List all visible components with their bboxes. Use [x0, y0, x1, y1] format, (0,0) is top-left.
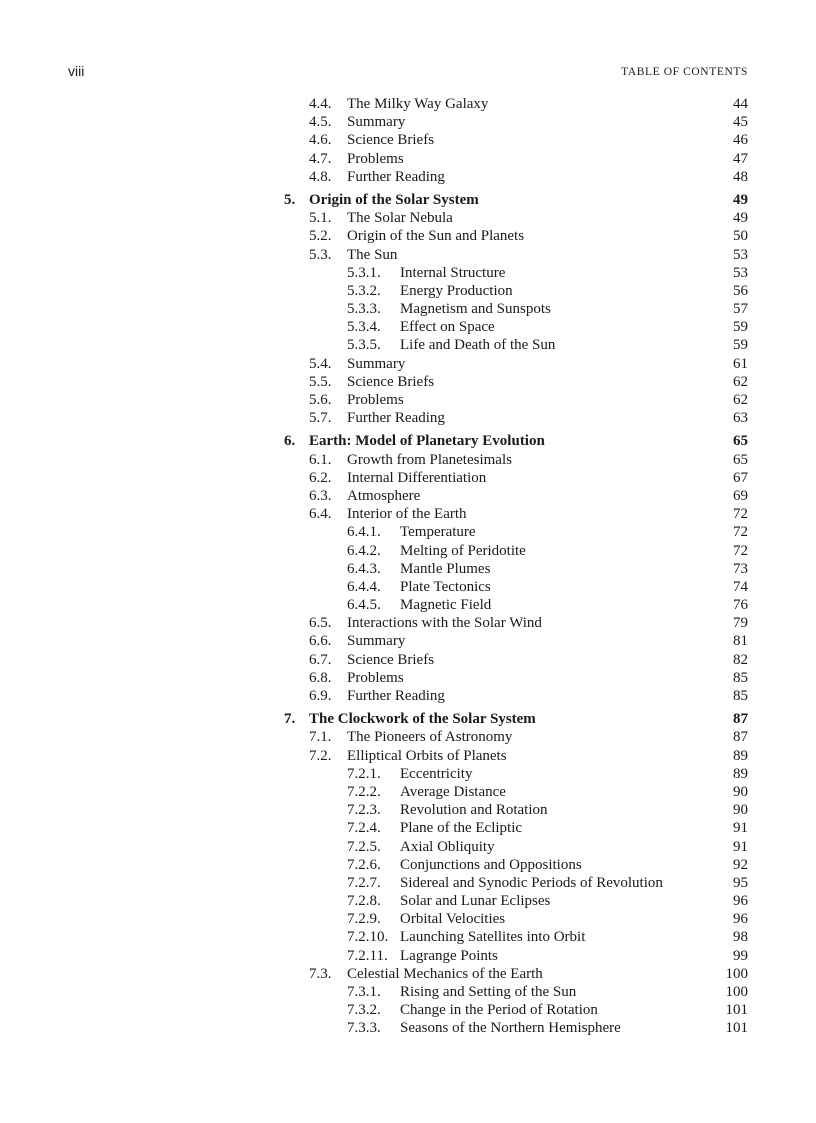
toc-entry-page: 67: [733, 469, 748, 486]
toc-subsection-entry: [0, 784, 816, 802]
toc-entry-page: 45: [733, 114, 748, 131]
toc-entry-title: Effect on Space: [400, 319, 495, 336]
toc-subsection-entry: [0, 597, 816, 615]
toc-subsection-entry: [0, 911, 816, 929]
toc-entry-number: 5.7.: [309, 410, 332, 427]
toc-entry-number: 6.7.: [309, 651, 332, 668]
toc-entry-page: 100: [725, 984, 748, 1000]
toc-entry-number: 7.3.: [309, 965, 332, 982]
toc-entry-number: 6.4.5.: [347, 597, 381, 614]
toc-entry-page: 81: [733, 633, 748, 650]
toc-entry-title: Problems: [347, 669, 404, 686]
toc-entry-page: 49: [733, 191, 748, 208]
toc-entry-page: 100: [725, 965, 748, 982]
toc-entry-number: 7.2.4.: [347, 820, 381, 837]
toc-entry-page: 87: [733, 729, 748, 746]
toc-section-entry: [0, 132, 816, 150]
toc-entry-title: Science Briefs: [347, 132, 435, 149]
toc-entry-title: Lagrange Points: [400, 947, 498, 964]
toc-entry-title: Energy Production: [400, 282, 513, 299]
toc-entry-page: 92: [733, 856, 748, 873]
toc-entry-number: 5.3.3.: [347, 301, 381, 318]
toc-entry-page: 96: [733, 911, 748, 928]
toc-subsection-entry: [0, 929, 816, 947]
toc-entry-number: 7.2.1.: [347, 765, 381, 782]
toc-chapter-entry: [0, 433, 816, 451]
toc-entry-title: Conjunctions and Oppositions: [400, 856, 582, 873]
toc-entry-page: 96: [733, 893, 748, 910]
toc-section-entry: [0, 488, 816, 506]
toc-entry-title: Interactions with the Solar Wind: [347, 615, 542, 632]
toc-subsection-entry: [0, 984, 816, 1002]
toc-entry-number: 5.3.4.: [347, 319, 381, 336]
toc-entry-number: 7.2.6.: [347, 856, 381, 873]
toc-entry-number: 4.6.: [309, 132, 332, 149]
toc-section-entry: [0, 633, 816, 651]
toc-entry-page: 72: [733, 524, 748, 541]
toc-entry-title: The Sun: [347, 246, 398, 263]
toc-entry-number: 6.8.: [309, 669, 332, 686]
toc-entry-number: 5.4.: [309, 355, 332, 372]
toc-entry-page: 59: [733, 319, 748, 336]
toc-entry-number: 6.9.: [309, 688, 332, 704]
toc-entry-page: 56: [733, 282, 748, 299]
toc-entry-page: 53: [733, 246, 748, 263]
toc-entry-page: 89: [733, 765, 748, 782]
toc-entry-title: Science Briefs: [347, 373, 435, 390]
toc-entry-title: Launching Satellites into Orbit: [400, 929, 586, 946]
toc-section-entry: [0, 688, 816, 706]
toc-entry-number: 7.2.9.: [347, 911, 381, 928]
toc-entry-number: 6.4.: [309, 506, 332, 523]
toc-entry-page: 101: [725, 1020, 748, 1037]
toc-entry-page: 44: [733, 96, 748, 112]
toc-subsection-entry: [0, 893, 816, 911]
toc-subsection-entry: [0, 265, 816, 283]
toc-entry-title: Solar and Lunar Eclipses: [400, 893, 551, 910]
toc-entry-number: 4.7.: [309, 150, 332, 167]
toc-entry-page: 69: [733, 487, 748, 504]
toc-entry-title: Internal Differentiation: [347, 469, 487, 486]
toc-entry-number: 7.2.: [309, 747, 332, 764]
toc-entry-page: 61: [733, 355, 748, 372]
toc-entry-number: 6.: [284, 433, 296, 450]
toc-entry-page: 90: [733, 802, 748, 819]
toc-entry-number: 7.2.2.: [347, 783, 381, 800]
toc-section-entry: [0, 151, 816, 169]
toc-entry-title: The Pioneers of Astronomy: [347, 729, 513, 746]
toc-section-entry: [0, 247, 816, 265]
toc-entry-title: Melting of Peridotite: [400, 542, 526, 559]
toc-subsection-entry: [0, 948, 816, 966]
toc-entry-page: 90: [733, 783, 748, 800]
toc-entry-page: 63: [733, 410, 748, 427]
toc-entry-page: 59: [733, 337, 748, 354]
toc-entry-title: The Solar Nebula: [347, 210, 453, 227]
toc-entry-page: 99: [733, 947, 748, 964]
table-of-contents: [0, 96, 816, 1039]
toc-entry-number: 7.2.11.: [347, 947, 388, 964]
toc-entry-title: Growth from Planetesimals: [347, 451, 512, 468]
toc-entry-title: Interior of the Earth: [347, 506, 467, 523]
toc-entry-number: 5.2.: [309, 228, 332, 245]
toc-entry-number: 6.4.2.: [347, 542, 381, 559]
toc-entry-number: 7.2.5.: [347, 838, 381, 855]
toc-entry-page: 72: [733, 506, 748, 523]
toc-entry-title: Magnetism and Sunspots: [400, 301, 551, 318]
toc-entry-page: 85: [733, 688, 748, 704]
toc-entry-page: 76: [733, 597, 748, 614]
toc-entry-number: 7.3.3.: [347, 1020, 381, 1037]
toc-entry-number: 6.1.: [309, 451, 332, 468]
toc-entry-title: Axial Obliquity: [400, 838, 495, 855]
toc-entry-page: 62: [733, 373, 748, 390]
toc-subsection-entry: [0, 839, 816, 857]
toc-entry-page: 95: [733, 874, 748, 891]
toc-entry-title: Further Reading: [347, 410, 445, 427]
toc-chapter-entry: [0, 711, 816, 729]
toc-entry-number: 7.: [284, 711, 296, 728]
toc-entry-title: Plate Tectonics: [400, 578, 491, 595]
toc-entry-title: Plane of the Ecliptic: [400, 820, 523, 837]
toc-section-entry: [0, 96, 816, 114]
toc-subsection-entry: [0, 561, 816, 579]
toc-entry-number: 7.3.1.: [347, 984, 381, 1000]
toc-entry-title: Further Reading: [347, 688, 445, 704]
toc-entry-page: 49: [733, 210, 748, 227]
toc-entry-title: Problems: [347, 150, 404, 167]
toc-chapter-entry: [0, 192, 816, 210]
toc-entry-page: 65: [733, 451, 748, 468]
toc-entry-title: Seasons of the Northern Hemisphere: [400, 1020, 621, 1037]
toc-entry-number: 7.2.7.: [347, 874, 381, 891]
toc-section-entry: [0, 729, 816, 747]
toc-entry-page: 48: [733, 168, 748, 185]
toc-entry-page: 101: [725, 1002, 748, 1019]
toc-entry-page: 87: [733, 711, 748, 728]
toc-entry-number: 6.6.: [309, 633, 332, 650]
toc-section-entry: [0, 374, 816, 392]
toc-entry-page: 91: [733, 820, 748, 837]
toc-entry-page: 47: [733, 150, 748, 167]
toc-entry-page: 89: [733, 747, 748, 764]
toc-subsection-entry: [0, 875, 816, 893]
toc-subsection-entry: [0, 857, 816, 875]
toc-section-entry: [0, 470, 816, 488]
toc-entry-number: 5.3.1.: [347, 264, 381, 281]
toc-entry-number: 6.5.: [309, 615, 332, 632]
toc-subsection-entry: [0, 579, 816, 597]
toc-subsection-entry: [0, 524, 816, 542]
toc-entry-number: 5.5.: [309, 373, 332, 390]
toc-entry-page: 72: [733, 542, 748, 559]
toc-entry-title: Problems: [347, 392, 404, 408]
toc-section-entry: [0, 670, 816, 688]
toc-section-entry: [0, 615, 816, 633]
toc-section-entry: [0, 652, 816, 670]
toc-entry-number: 5.3.: [309, 246, 332, 263]
toc-entry-title: Eccentricity: [400, 765, 473, 782]
toc-entry-title: Origin of the Sun and Planets: [347, 228, 525, 245]
toc-entry-number: 6.4.1.: [347, 524, 381, 541]
toc-entry-number: 6.4.3.: [347, 560, 381, 577]
toc-section-entry: [0, 210, 816, 228]
page-number: viii: [68, 63, 85, 79]
toc-entry-number: 7.2.3.: [347, 802, 381, 819]
toc-entry-title: Science Briefs: [347, 651, 435, 668]
toc-section-entry: [0, 966, 816, 984]
toc-entry-number: 5.: [284, 191, 296, 208]
toc-subsection-entry: [0, 766, 816, 784]
toc-entry-number: 7.3.2.: [347, 1002, 381, 1019]
toc-section-entry: [0, 169, 816, 187]
toc-entry-title: Temperature: [400, 524, 476, 541]
toc-subsection-entry: [0, 802, 816, 820]
toc-entry-number: 5.3.5.: [347, 337, 381, 354]
toc-entry-page: 53: [733, 264, 748, 281]
toc-section-entry: [0, 452, 816, 470]
toc-section-entry: [0, 356, 816, 374]
toc-entry-title: The Milky Way Galaxy: [347, 96, 489, 112]
toc-entry-number: 6.2.: [309, 469, 332, 486]
toc-entry-title: Summary: [347, 114, 406, 131]
toc-entry-number: 4.8.: [309, 168, 332, 185]
toc-entry-title: Average Distance: [400, 783, 506, 800]
toc-entry-number: 6.3.: [309, 487, 332, 504]
toc-entry-title: The Clockwork of the Solar System: [309, 711, 536, 728]
toc-entry-title: Mantle Plumes: [400, 560, 491, 577]
toc-entry-number: 6.4.4.: [347, 578, 381, 595]
toc-entry-title: Atmosphere: [347, 487, 421, 504]
toc-entry-number: 7.2.8.: [347, 893, 381, 910]
toc-subsection-entry: [0, 319, 816, 337]
toc-entry-page: 82: [733, 651, 748, 668]
toc-entry-title: Rising and Setting of the Sun: [400, 984, 577, 1000]
toc-subsection-entry: [0, 337, 816, 355]
toc-subsection-entry: [0, 283, 816, 301]
toc-entry-page: 79: [733, 615, 748, 632]
toc-entry-page: 65: [733, 433, 748, 450]
toc-entry-title: Further Reading: [347, 168, 445, 185]
toc-entry-title: Life and Death of the Sun: [400, 337, 556, 354]
toc-entry-number: 4.5.: [309, 114, 332, 131]
toc-entry-page: 91: [733, 838, 748, 855]
toc-entry-number: 5.6.: [309, 392, 332, 408]
toc-entry-title: Summary: [347, 355, 406, 372]
toc-entry-page: 98: [733, 929, 748, 946]
toc-subsection-entry: [0, 301, 816, 319]
toc-entry-title: Elliptical Orbits of Planets: [347, 747, 507, 764]
running-head: TABLE OF CONTENTS: [621, 66, 748, 78]
toc-entry-title: Internal Structure: [400, 264, 506, 281]
toc-section-entry: [0, 392, 816, 410]
toc-entry-page: 62: [733, 392, 748, 408]
toc-entry-page: 50: [733, 228, 748, 245]
toc-subsection-entry: [0, 820, 816, 838]
toc-entry-number: 5.1.: [309, 210, 332, 227]
toc-entry-number: 7.1.: [309, 729, 332, 746]
toc-entry-title: Origin of the Solar System: [309, 191, 479, 208]
toc-entry-title: Celestial Mechanics of the Earth: [347, 965, 543, 982]
toc-subsection-entry: [0, 1020, 816, 1038]
toc-entry-title: Revolution and Rotation: [400, 802, 548, 819]
toc-entry-title: Change in the Period of Rotation: [400, 1002, 598, 1019]
toc-entry-title: Orbital Velocities: [400, 911, 506, 928]
toc-entry-number: 5.3.2.: [347, 282, 381, 299]
toc-entry-title: Sidereal and Synodic Periods of Revolution: [400, 874, 663, 891]
toc-section-entry: [0, 410, 816, 428]
toc-entry-page: 74: [733, 578, 748, 595]
toc-section-entry: [0, 228, 816, 246]
toc-entry-number: 7.2.10.: [347, 929, 389, 946]
toc-entry-title: Earth: Model of Planetary Evolution: [309, 433, 545, 450]
toc-entry-page: 85: [733, 669, 748, 686]
toc-subsection-entry: [0, 543, 816, 561]
toc-entry-page: 73: [733, 560, 748, 577]
toc-subsection-entry: [0, 1002, 816, 1020]
toc-section-entry: [0, 748, 816, 766]
toc-section-entry: [0, 114, 816, 132]
toc-entry-title: Magnetic Field: [400, 597, 492, 614]
toc-entry-page: 57: [733, 301, 748, 318]
toc-section-entry: [0, 506, 816, 524]
toc-entry-number: 4.4.: [309, 96, 332, 112]
toc-entry-page: 46: [733, 132, 748, 149]
toc-entry-title: Summary: [347, 633, 406, 650]
